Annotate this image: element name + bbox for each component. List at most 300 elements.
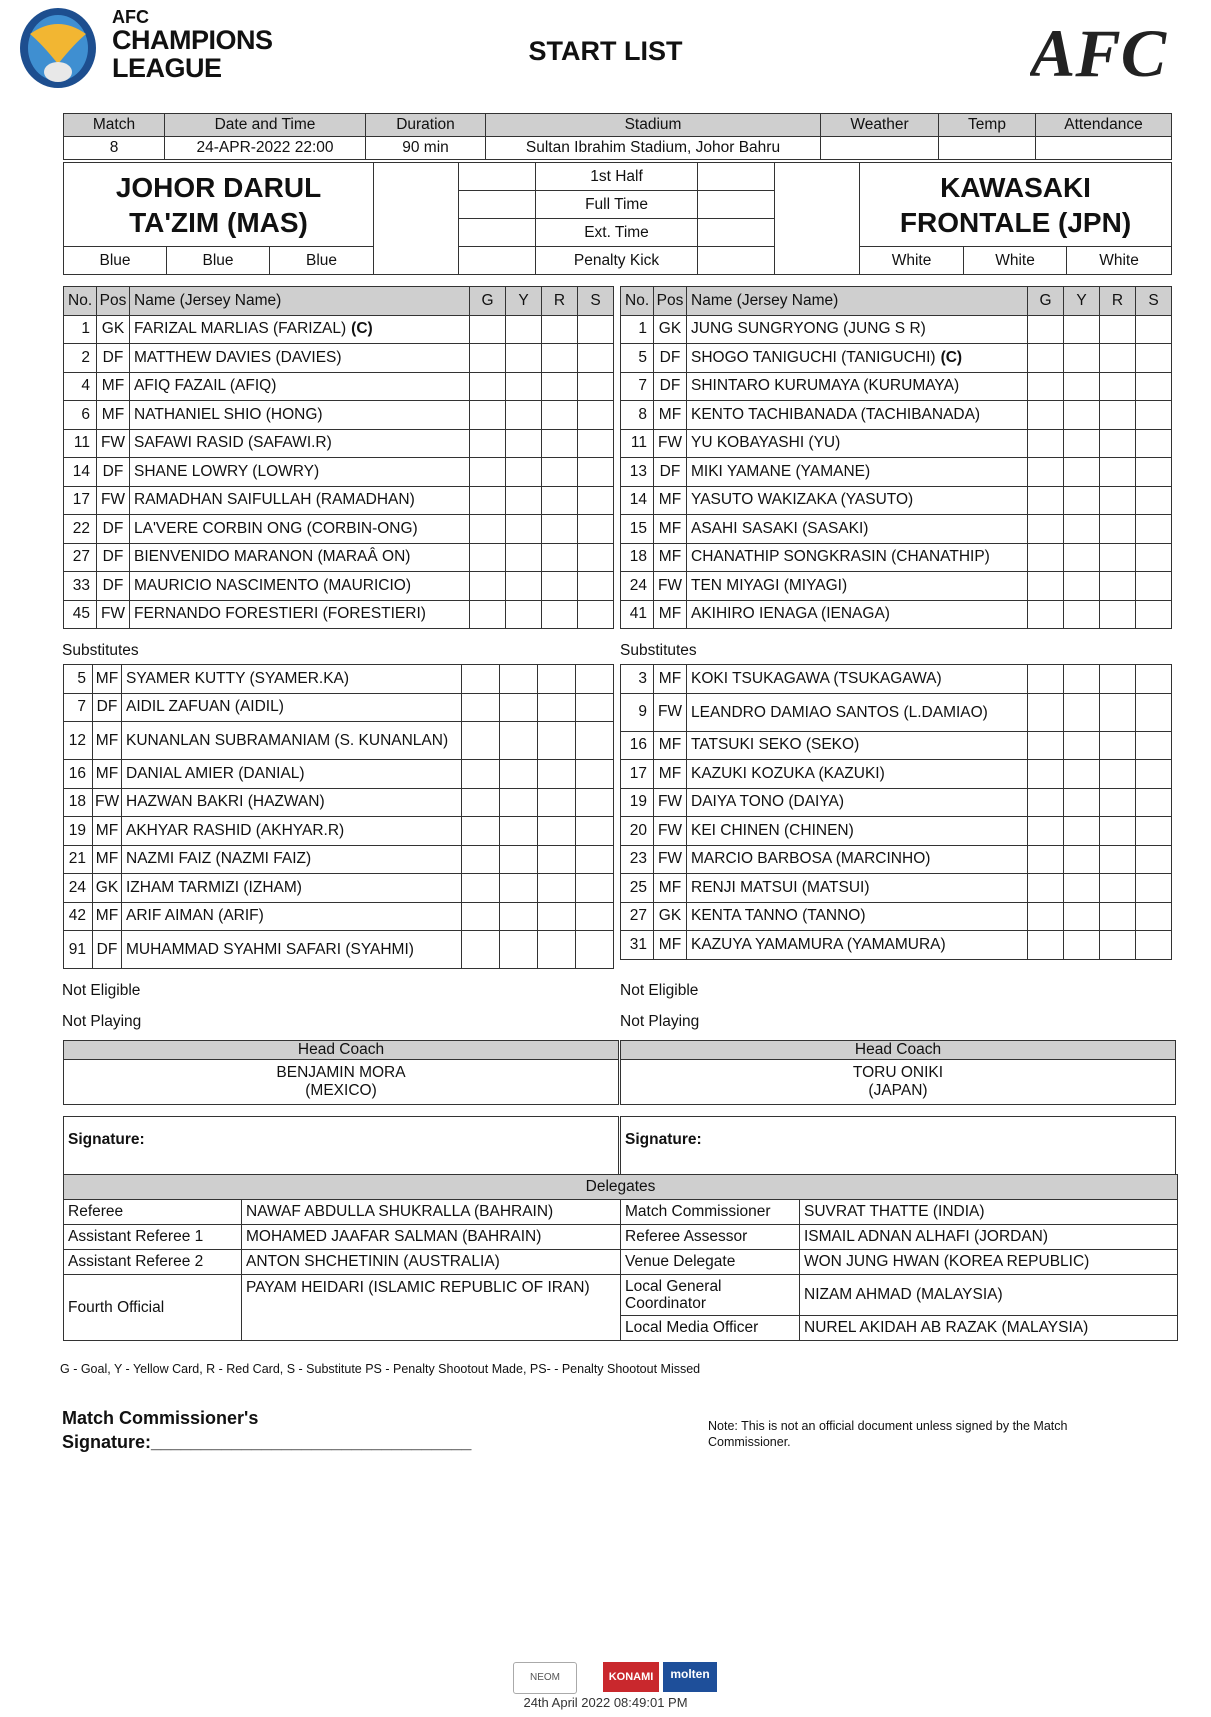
event-red-cell: [538, 693, 576, 722]
player-number: 1: [64, 315, 97, 344]
delegate-name: NIZAM AHMAD (MALAYSIA): [800, 1275, 1178, 1316]
player-row: [64, 572, 614, 601]
event-sub-cell: [1136, 515, 1172, 544]
event-red-cell: [542, 429, 578, 458]
player-name: SHANE LOWRY (LOWRY): [134, 462, 320, 480]
away-coach-header: Head Coach: [621, 1041, 1176, 1060]
afc-logo: [1030, 18, 1200, 84]
player-name: SHOGO TANIGUCHI (TANIGUCHI): [691, 348, 936, 366]
player-number: 13: [621, 458, 654, 487]
player-name-cell: [687, 693, 1028, 731]
event-yellow-cell: [1064, 902, 1100, 931]
player-name: RAMADHAN SAIFULLAH (RAMADHAN): [134, 491, 415, 509]
delegate-name: NUREL AKIDAH AB RAZAK (MALAYSIA): [800, 1316, 1178, 1341]
player-row: [621, 401, 1172, 430]
player-number: 27: [621, 902, 654, 931]
delegates-table: [63, 1174, 1178, 1341]
event-sub-cell: [578, 458, 614, 487]
event-sub-cell: [1136, 788, 1172, 817]
event-sub-cell: [1136, 344, 1172, 373]
player-name: KEI CHINEN (CHINEN): [691, 821, 854, 839]
match-info-table: [63, 113, 1172, 160]
event-red-cell: [1100, 693, 1136, 731]
disclaimer-note: Note: This is not an official document unless signed by the Match Commissioner.: [708, 1419, 1068, 1449]
player-number: 17: [621, 760, 654, 789]
home-substitutes-label: Substitutes: [62, 642, 139, 659]
player-name-cell: [130, 600, 470, 629]
event-sub-cell: [1136, 760, 1172, 789]
event-red-cell: [1100, 543, 1136, 572]
event-goal-cell: [1028, 372, 1064, 401]
delegate-role: Fourth Official: [64, 1275, 242, 1341]
event-goal-cell: [470, 401, 506, 430]
home-kit-shirt: Blue: [64, 247, 167, 275]
player-number: 5: [64, 665, 93, 694]
home-subs-table: [63, 664, 614, 969]
event-sub-cell: [578, 600, 614, 629]
player-position: FW: [97, 486, 130, 515]
player-number: 14: [64, 458, 97, 487]
event-yellow-cell: [1064, 572, 1100, 601]
player-position: MF: [654, 515, 687, 544]
player-position: FW: [93, 788, 122, 817]
event-sub-cell: [1136, 902, 1172, 931]
event-goal-cell: [1028, 931, 1064, 960]
player-name-cell: [130, 344, 470, 373]
event-sub-cell: [1136, 693, 1172, 731]
printed-timestamp: 24th April 2022 08:49:01 PM: [523, 1695, 688, 1710]
delegate-name: MOHAMED JAAFAR SALMAN (BAHRAIN): [242, 1225, 621, 1250]
player-name-cell: [122, 693, 462, 722]
player-row: [64, 315, 614, 344]
player-position: MF: [93, 760, 122, 789]
player-name-cell: [687, 315, 1028, 344]
delegate-role: Assistant Referee 1: [64, 1225, 242, 1250]
event-sub-cell: [1136, 458, 1172, 487]
delegate-role: Assistant Referee 2: [64, 1250, 242, 1275]
header-stadium: Stadium: [486, 114, 821, 137]
away-kit-shirt: White: [860, 247, 964, 275]
player-name: DANIAL AMIER (DANIAL): [126, 764, 305, 782]
event-yellow-cell: [506, 572, 542, 601]
player-row: [621, 665, 1172, 694]
away-score-spacer: [775, 163, 860, 275]
event-red-cell: [542, 401, 578, 430]
player-position: FW: [654, 429, 687, 458]
event-yellow-cell: [500, 817, 538, 846]
player-name: KENTA TANNO (TANNO): [691, 907, 866, 925]
event-goal-cell: [462, 817, 500, 846]
player-number: 6: [64, 401, 97, 430]
header-attendance: Attendance: [1036, 114, 1172, 137]
event-goal-cell: [1028, 902, 1064, 931]
player-name: LA'VERE CORBIN ONG (CORBIN-ONG): [134, 519, 418, 537]
event-sub-cell: [1136, 486, 1172, 515]
event-yellow-cell: [1064, 486, 1100, 515]
event-goal-cell: [462, 845, 500, 874]
event-sub-cell: [1136, 429, 1172, 458]
player-row: [621, 760, 1172, 789]
player-row: [64, 788, 614, 817]
player-number: 17: [64, 486, 97, 515]
event-yellow-cell: [1064, 931, 1100, 960]
captain-badge: (C): [940, 348, 963, 366]
event-red-cell: [1100, 429, 1136, 458]
col-s: S: [578, 287, 614, 316]
event-yellow-cell: [500, 931, 538, 969]
player-name-cell: [130, 401, 470, 430]
player-row: [621, 572, 1172, 601]
player-number: 18: [64, 788, 93, 817]
player-position: GK: [654, 315, 687, 344]
delegate-name: ISMAIL ADNAN ALHAFI (JORDAN): [800, 1225, 1178, 1250]
delegate-name: SUVRAT THATTE (INDIA): [800, 1200, 1178, 1225]
player-row: [64, 401, 614, 430]
event-red-cell: [538, 874, 576, 903]
header-weather: Weather: [821, 114, 939, 137]
player-row: [64, 817, 614, 846]
event-red-cell: [1100, 931, 1136, 960]
delegate-role: Referee Assessor: [621, 1225, 800, 1250]
event-sub-cell: [1136, 372, 1172, 401]
player-row: [64, 931, 614, 969]
event-red-cell: [1100, 515, 1136, 544]
player-row: [64, 902, 614, 931]
col-pos: Pos: [654, 287, 687, 316]
player-position: DF: [93, 931, 122, 969]
home-kit-shorts: Blue: [167, 247, 270, 275]
event-sub-cell: [1136, 817, 1172, 846]
player-position: MF: [93, 902, 122, 931]
event-red-cell: [538, 902, 576, 931]
event-yellow-cell: [1064, 874, 1100, 903]
away-substitutes-label: Substitutes: [620, 642, 697, 659]
player-number: 7: [621, 372, 654, 401]
away-kit-socks: White: [1067, 247, 1172, 275]
player-name: ASAHI SASAKI (SASAKI): [691, 519, 869, 537]
player-row: [621, 486, 1172, 515]
col-r: R: [1100, 287, 1136, 316]
event-yellow-cell: [500, 902, 538, 931]
event-red-cell: [538, 845, 576, 874]
event-goal-cell: [470, 515, 506, 544]
player-name: KOKI TSUKAGAWA (TSUKAGAWA): [691, 669, 942, 687]
event-yellow-cell: [500, 874, 538, 903]
event-red-cell: [538, 665, 576, 694]
player-number: 16: [64, 760, 93, 789]
away-penalty: [698, 247, 775, 275]
player-name: AKHYAR RASHID (AKHYAR.R): [126, 821, 345, 839]
player-name: HAZWAN BAKRI (HAZWAN): [126, 793, 325, 811]
away-coach-country: (JAPAN): [868, 1082, 928, 1099]
event-goal-cell: [1028, 429, 1064, 458]
player-position: MF: [93, 722, 122, 760]
player-row: [64, 344, 614, 373]
player-number: 41: [621, 600, 654, 629]
col-y: Y: [1064, 287, 1100, 316]
event-goal-cell: [1028, 788, 1064, 817]
event-red-cell: [542, 572, 578, 601]
player-position: MF: [93, 665, 122, 694]
player-row: [621, 788, 1172, 817]
event-goal-cell: [462, 722, 500, 760]
player-number: 5: [621, 344, 654, 373]
event-yellow-cell: [1064, 600, 1100, 629]
col-g: G: [470, 287, 506, 316]
event-sub-cell: [576, 665, 614, 694]
event-yellow-cell: [500, 845, 538, 874]
player-row: [621, 372, 1172, 401]
event-sub-cell: [578, 401, 614, 430]
player-number: 3: [621, 665, 654, 694]
player-position: FW: [97, 429, 130, 458]
home-penalty: [459, 247, 536, 275]
col-g: G: [1028, 287, 1064, 316]
event-red-cell: [538, 760, 576, 789]
player-name-cell: [122, 665, 462, 694]
player-name: KUNANLAN SUBRAMANIAM (S. KUNANLAN): [126, 732, 449, 749]
event-sub-cell: [578, 429, 614, 458]
player-number: 8: [621, 401, 654, 430]
delegate-name: WON JUNG HWAN (KOREA REPUBLIC): [800, 1250, 1178, 1275]
player-name-cell: [687, 429, 1028, 458]
player-position: MF: [93, 817, 122, 846]
player-name: LEANDRO DAMIAO SANTOS (L.DAMIAO): [691, 703, 988, 721]
event-yellow-cell: [1064, 760, 1100, 789]
player-position: FW: [97, 600, 130, 629]
event-goal-cell: [462, 874, 500, 903]
player-name: NAZMI FAIZ (NAZMI FAIZ): [126, 850, 312, 868]
match-datetime: 24-APR-2022 22:00: [165, 137, 366, 160]
player-name: MIKI YAMANE (YAMANE): [691, 462, 871, 480]
player-number: 2: [64, 344, 97, 373]
event-goal-cell: [470, 486, 506, 515]
event-yellow-cell: [506, 600, 542, 629]
teams-table: [63, 162, 1172, 275]
header-temp: Temp: [939, 114, 1036, 137]
home-full-time: [459, 191, 536, 219]
col-no: No.: [621, 287, 654, 316]
event-sub-cell: [1136, 315, 1172, 344]
player-name: FARIZAL MARLIAS (FARIZAL): [134, 320, 347, 338]
event-yellow-cell: [506, 315, 542, 344]
player-name-cell: [687, 788, 1028, 817]
sponsor-neom-logo: NEOM: [513, 1662, 577, 1694]
player-name: MAURICIO NASCIMENTO (MAURICIO): [134, 576, 411, 594]
event-sub-cell: [1136, 731, 1172, 760]
player-number: 18: [621, 543, 654, 572]
event-goal-cell: [470, 572, 506, 601]
player-name-cell: [122, 760, 462, 789]
player-position: MF: [654, 931, 687, 960]
player-position: MF: [654, 600, 687, 629]
player-row: [621, 543, 1172, 572]
period-ext-time: Ext. Time: [536, 219, 698, 247]
player-name-cell: [687, 401, 1028, 430]
player-position: DF: [93, 693, 122, 722]
home-ext-time: [459, 219, 536, 247]
event-sub-cell: [576, 902, 614, 931]
event-goal-cell: [470, 600, 506, 629]
event-sub-cell: [578, 543, 614, 572]
player-number: 22: [64, 515, 97, 544]
event-goal-cell: [1028, 693, 1064, 731]
away-signature: Signature:: [621, 1117, 1176, 1184]
event-red-cell: [1100, 665, 1136, 694]
event-goal-cell: [1028, 817, 1064, 846]
event-red-cell: [542, 315, 578, 344]
player-number: 4: [64, 372, 97, 401]
event-red-cell: [538, 931, 576, 969]
delegate-name: NAWAF ABDULLA SHUKRALLA (BAHRAIN): [242, 1200, 621, 1225]
player-position: MF: [654, 874, 687, 903]
event-yellow-cell: [1064, 731, 1100, 760]
player-name: KAZUKI KOZUKA (KAZUKI): [691, 764, 885, 782]
player-name: JUNG SUNGRYONG (JUNG S R): [691, 320, 926, 338]
player-number: 24: [621, 572, 654, 601]
player-name-cell: [130, 372, 470, 401]
player-name: CHANATHIP SONGKRASIN (CHANATHIP): [691, 548, 990, 566]
event-sub-cell: [1136, 401, 1172, 430]
period-1st-half: 1st Half: [536, 163, 698, 191]
event-goal-cell: [1028, 731, 1064, 760]
match-commissioner-signature: [62, 1406, 471, 1454]
away-not-playing: Not Playing: [620, 1013, 700, 1030]
event-yellow-cell: [506, 543, 542, 572]
event-sub-cell: [576, 931, 614, 969]
logo-line-afc: AFC: [112, 7, 149, 27]
delegate-role: Venue Delegate: [621, 1250, 800, 1275]
player-position: DF: [97, 344, 130, 373]
player-name: KENTO TACHIBANADA (TACHIBANADA): [691, 405, 981, 423]
player-row: [64, 874, 614, 903]
event-goal-cell: [1028, 760, 1064, 789]
player-name: MARCIO BARBOSA (MARCINHO): [691, 850, 931, 868]
delegate-role: Local Media Officer: [621, 1316, 800, 1341]
away-ext-time: [698, 219, 775, 247]
event-goal-cell: [462, 760, 500, 789]
player-number: 19: [621, 788, 654, 817]
event-yellow-cell: [506, 458, 542, 487]
event-red-cell: [1100, 817, 1136, 846]
player-position: DF: [654, 344, 687, 373]
player-position: DF: [97, 543, 130, 572]
event-yellow-cell: [1064, 845, 1100, 874]
player-position: GK: [93, 874, 122, 903]
event-red-cell: [1100, 845, 1136, 874]
event-red-cell: [1100, 902, 1136, 931]
match-number: 8: [64, 137, 165, 160]
player-position: FW: [654, 572, 687, 601]
logo-line-league: LEAGUE: [112, 53, 222, 83]
player-name-cell: [687, 344, 1028, 373]
player-name: AFIQ FAZAIL (AFIQ): [134, 377, 277, 395]
event-yellow-cell: [506, 515, 542, 544]
player-row: [621, 429, 1172, 458]
event-red-cell: [1100, 600, 1136, 629]
player-number: 24: [64, 874, 93, 903]
event-red-cell: [542, 515, 578, 544]
player-row: [64, 515, 614, 544]
event-goal-cell: [1028, 543, 1064, 572]
player-name-cell: [122, 722, 462, 760]
player-position: FW: [654, 693, 687, 731]
event-sub-cell: [576, 788, 614, 817]
player-position: MF: [654, 760, 687, 789]
event-goal-cell: [470, 429, 506, 458]
event-goal-cell: [462, 665, 500, 694]
col-s: S: [1136, 287, 1172, 316]
event-goal-cell: [1028, 344, 1064, 373]
event-yellow-cell: [500, 722, 538, 760]
event-red-cell: [1100, 372, 1136, 401]
period-full-time: Full Time: [536, 191, 698, 219]
player-row: [621, 315, 1172, 344]
player-name-cell: [687, 731, 1028, 760]
player-name-cell: [687, 486, 1028, 515]
event-goal-cell: [1028, 600, 1064, 629]
event-yellow-cell: [1064, 693, 1100, 731]
match-temp: [939, 137, 1036, 160]
match-attendance: [1036, 137, 1172, 160]
col-y: Y: [506, 287, 542, 316]
match-stadium: Sultan Ibrahim Stadium, Johor Bahru: [486, 137, 821, 160]
away-coach-table: [620, 1040, 1176, 1105]
player-number: 31: [621, 931, 654, 960]
sponsor-logos: [505, 1650, 725, 1700]
player-row: [621, 693, 1172, 731]
player-name-cell: [687, 543, 1028, 572]
player-name: YU KOBAYASHI (YU): [691, 434, 841, 452]
player-row: [64, 665, 614, 694]
event-sub-cell: [576, 693, 614, 722]
player-position: FW: [654, 817, 687, 846]
header-datetime: Date and Time: [165, 114, 366, 137]
away-team-name: KAWASAKI FRONTALE (JPN): [860, 163, 1172, 247]
player-name: TATSUKI SEKO (SEKO): [691, 736, 860, 754]
event-sub-cell: [1136, 600, 1172, 629]
event-red-cell: [1100, 344, 1136, 373]
player-name-cell: [687, 874, 1028, 903]
delegate-role: Match Commissioner: [621, 1200, 800, 1225]
player-position: DF: [97, 515, 130, 544]
player-row: [621, 458, 1172, 487]
player-row: [64, 845, 614, 874]
event-yellow-cell: [1064, 458, 1100, 487]
away-subs-table: [620, 664, 1172, 960]
away-not-eligible: Not Eligible: [620, 982, 699, 999]
home-starters-table: [63, 286, 614, 629]
player-row: [64, 600, 614, 629]
period-penalty-kick: Penalty Kick: [536, 247, 698, 275]
event-goal-cell: [1028, 401, 1064, 430]
player-position: MF: [654, 486, 687, 515]
col-no: No.: [64, 287, 97, 316]
player-name-cell: [687, 458, 1028, 487]
player-number: 91: [64, 931, 93, 969]
event-goal-cell: [1028, 486, 1064, 515]
player-number: 14: [621, 486, 654, 515]
mc-signature-line2: Signature:________________________________: [62, 1432, 472, 1452]
player-name-cell: [122, 874, 462, 903]
player-name: MUHAMMAD SYAHMI SAFARI (SYAHMI): [126, 941, 414, 958]
event-red-cell: [538, 817, 576, 846]
player-name-cell: [122, 902, 462, 931]
header-match: Match: [64, 114, 165, 137]
player-name-cell: [130, 543, 470, 572]
event-yellow-cell: [506, 429, 542, 458]
event-goal-cell: [470, 458, 506, 487]
